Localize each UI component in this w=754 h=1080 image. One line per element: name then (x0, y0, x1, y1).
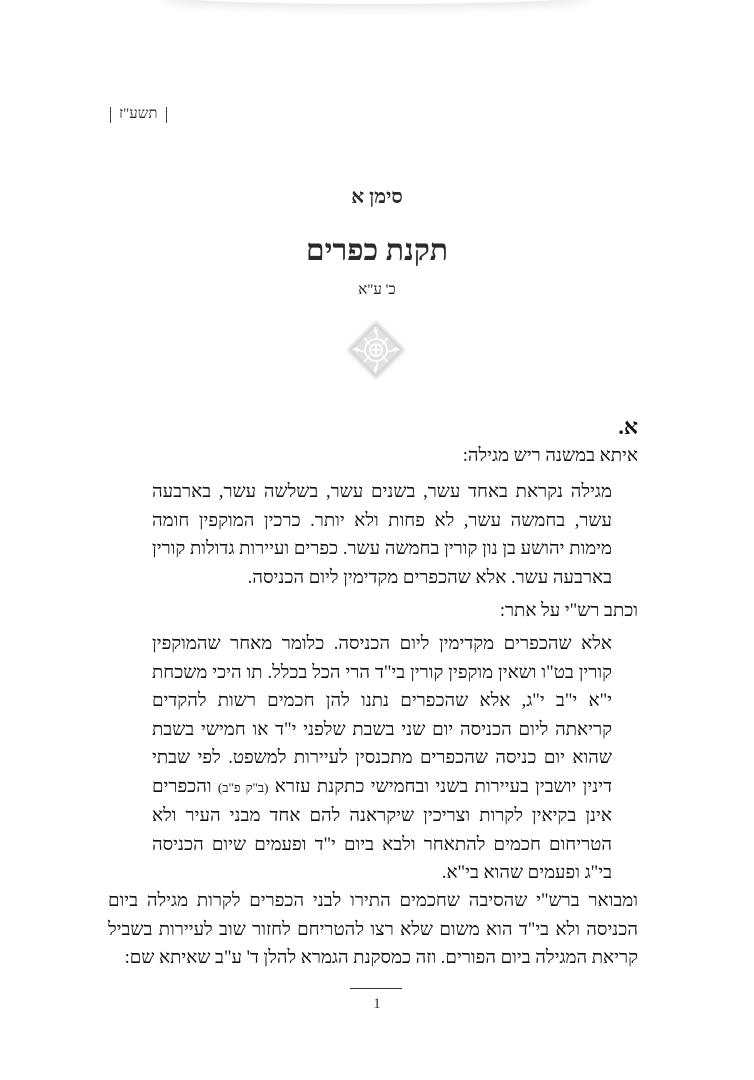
rashi-quote (152, 630, 612, 888)
header-divider-right (166, 107, 167, 123)
daf-reference: כ' ע"א (358, 282, 396, 298)
mishna-quote: מגילה נקראת באחד עשר, בשנים עשר, בשלשה עשר, בארבעה עשר, בחמשה עשר, לא פחות ולא יותר. כרכין המוקפין חומה מימות יהושע בן נון קורין בחמשה עשר. כפרים ועיירות גדולות קורין בארבעה עשר. אלא שהכפרים מקדימין ליום הכניסה. (152, 482, 612, 588)
rashi-quote-text-part2: והכפרים אינן בקיאין לקרות וצריכין שיקראנה להם אחד מבני העיר ולא הטריחום חכמים להתאחר ולבא ביום י"ד ופעמים שיום הכניסה בי"ג ופעמים שהוא בי"א. (152, 776, 612, 883)
rashi-intro: וכתב רש"י על אתר: (499, 601, 638, 621)
running-header (110, 106, 167, 123)
source-reference: (ב"ק פ"ב) (217, 779, 269, 795)
page-top-shadow (160, 0, 590, 4)
closing-paragraph: ומבואר ברש"י שהסיבה שחכמים התירו לבני הכפרים לקרות מגילה ביום הכניסה ולא בי"ד הוא משום שלא רצו להטריחם לחזור שוב לעיירות בשביל קריאת המגילה ביום הפורים. וזה כמסקנת הגמרא להלן ד' ע"ב שאיתא שם: (108, 891, 638, 968)
running-header-title: תשע"ז (119, 106, 158, 122)
header-divider-left (110, 107, 111, 123)
rashi-quote-text-part1: אלא שהכפרים מקדימין ליום הכניסה. כלומר מאחר שהמוקפין קורין בט"ו ושאין מוקפין קורין בי"ד הרי הכל בכלל. תו היכי משכחת י"א י"ב י"ג, אלא שהכפרים נתנו להן חכמים רשות להקדים קריאתה ליום הכניסה יום שני בשבת שלפני י"ד או חמישי בשבת שהוא יום כניסה שהכפרים מתכנסין לעיירות למשפט. לפי שבתי דינין יושבין בעיירות בשני ובחמישי כתקנת עזרא (152, 634, 612, 797)
section-letter: א. (618, 414, 638, 439)
page-number: 1 (373, 996, 381, 1012)
mishna-intro: איתא במשנה ריש מגילה: (462, 446, 638, 466)
siman-label: סימן א (351, 186, 403, 208)
diamond-ornament-icon (345, 319, 407, 381)
footer-divider (350, 988, 402, 989)
chapter-title: תקנת כפרים (305, 234, 449, 267)
